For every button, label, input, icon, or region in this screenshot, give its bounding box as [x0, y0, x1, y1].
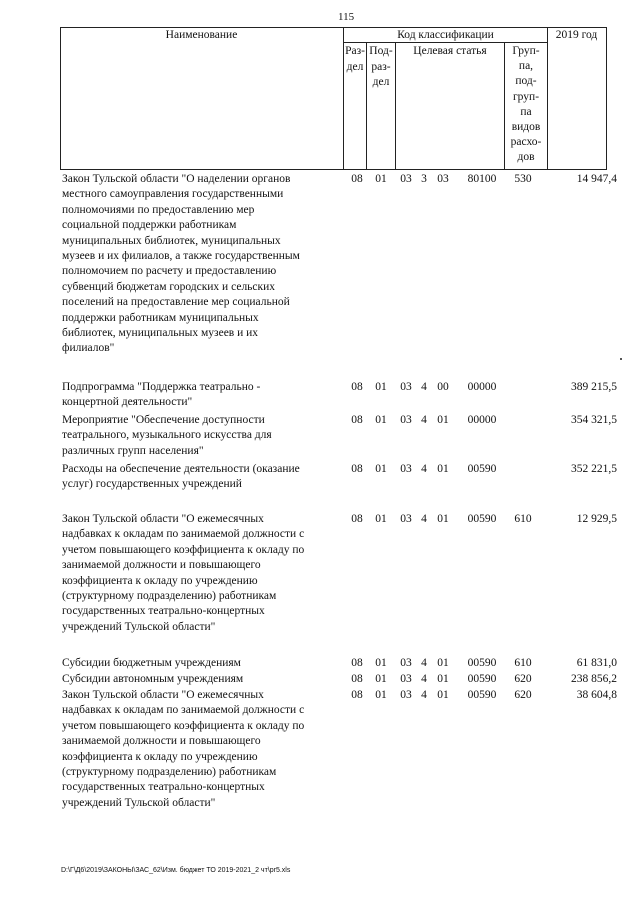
row-name-line: занимаемой должности и повышающего	[62, 559, 261, 572]
row-razdel: 08	[351, 463, 363, 475]
row-name-line: коэффициента к окладу по учреждению	[62, 574, 258, 587]
row-cs-program: 03	[400, 414, 412, 426]
row-cs-program: 03	[400, 463, 412, 475]
row-razdel: 08	[351, 689, 363, 701]
row-name-line: Закон Тульской области "О ежемесячных	[62, 513, 264, 525]
row-cs-subprogram: 4	[421, 689, 427, 701]
header-razdel	[344, 44, 366, 75]
row-cs-main-event: 01	[437, 673, 449, 685]
header-podrazdel-line: дел	[372, 76, 390, 88]
row-cs-program: 03	[400, 673, 412, 685]
row-cs-program: 03	[400, 513, 412, 525]
header-divider	[395, 43, 396, 169]
row-cs-program: 03	[400, 657, 412, 669]
row-cs-subprogram: 4	[421, 513, 427, 525]
row-name-line: поддержки работникам муниципальных	[62, 311, 259, 324]
row-razdel: 08	[351, 513, 363, 525]
header-razdel-line: Раз-	[345, 45, 365, 57]
page-number: 115	[338, 11, 355, 23]
header-gruppa-line: видов	[511, 121, 541, 134]
row-name-line: Субсидии бюджетным учреждениям	[62, 657, 241, 669]
row-razdel: 08	[351, 657, 363, 669]
row-vr: 620	[514, 689, 532, 701]
row-name	[62, 672, 342, 687]
row-cs-subprogram: 4	[421, 657, 427, 669]
row-cs-direction: 00590	[467, 463, 497, 475]
row-name-line: (структурному подразделению) работникам	[62, 590, 277, 603]
row-razdel: 08	[351, 381, 363, 393]
row-razdel: 08	[351, 173, 363, 185]
row-value: 352 221,5	[571, 463, 617, 475]
row-name-line: местного самоуправления государственными	[62, 188, 284, 201]
row-podrazdel: 01	[375, 381, 387, 393]
row-vr: 530	[514, 173, 532, 185]
row-cs-main-event: 01	[437, 657, 449, 669]
row-name	[62, 172, 342, 357]
row-name	[62, 413, 342, 459]
row-name-line: государственных театрально-концертных	[62, 605, 265, 618]
header-razdel-line: дел	[346, 60, 364, 73]
table-header	[60, 27, 607, 170]
row-cs-subprogram: 4	[421, 673, 427, 685]
row-name-line: Субсидии автономным учреждениям	[62, 673, 244, 685]
row-podrazdel: 01	[375, 173, 387, 185]
row-cs-direction: 00590	[467, 673, 497, 685]
row-vr: 610	[514, 513, 532, 525]
row-cs-main-event: 01	[437, 463, 449, 475]
header-gruppa-line: па,	[518, 60, 534, 73]
row-name-line: государственных театрально-концертных	[62, 781, 265, 794]
row-cs-program: 03	[400, 173, 412, 185]
row-value: 354 321,5	[571, 414, 617, 426]
row-name-line: учреждений Тульской области"	[62, 796, 216, 809]
row-name-line: концертной деятельности"	[62, 396, 193, 409]
row-podrazdel: 01	[375, 463, 387, 475]
row-name-line: учетом повышающего коэффициента к окладу по	[62, 543, 305, 556]
header-gruppa-line: Груп-	[512, 45, 540, 57]
row-cs-main-event: 03	[437, 173, 449, 185]
header-gruppa-line: под-	[515, 75, 537, 88]
row-name-line: полномочием по расчету и предоставлению	[62, 265, 277, 278]
row-cs-program: 03	[400, 381, 412, 393]
header-gruppa-line: дов	[517, 151, 535, 164]
row-name-line: Закон Тульской области "О ежемесячных	[62, 689, 264, 701]
row-cs-direction: 00590	[467, 513, 497, 525]
row-cs-subprogram: 3	[421, 173, 427, 185]
row-name-line: музеев и их филиалов, а также государственным	[62, 250, 300, 263]
row-cs-main-event: 01	[437, 513, 449, 525]
row-podrazdel: 01	[375, 513, 387, 525]
row-cs-main-event: 01	[437, 414, 449, 426]
row-razdel: 08	[351, 673, 363, 685]
row-name	[62, 462, 342, 493]
header-podrazdel-line: раз-	[371, 60, 391, 73]
row-name-line: субвенций бюджетам городских и сельских	[62, 280, 276, 293]
row-cs-subprogram: 4	[421, 414, 427, 426]
row-name-line: библиотек, муниципальных музеев и их	[62, 327, 259, 340]
header-podrazdel-line: Под-	[369, 45, 393, 57]
row-name-line: Подпрограмма "Поддержка театрально -	[62, 381, 261, 393]
file-path-footer: D:\Г\Д6\2019\ЗАКОНЫ\ЗАС_62\Изм. бюджет ТО 2019-2021_2 чт\pr5.xls	[61, 867, 291, 874]
header-gruppa-line: расхо-	[510, 136, 542, 149]
row-podrazdel: 01	[375, 673, 387, 685]
row-name-line: полномочиями по предоставлению мер	[62, 203, 255, 216]
row-value: 12 929,5	[576, 513, 617, 525]
row-cs-main-event: 01	[437, 689, 449, 701]
header-code: Код классификации	[397, 29, 494, 41]
header-celevaya: Целевая статья	[413, 45, 487, 57]
row-vr: 620	[514, 673, 532, 685]
row-name-line: надбавках к окладам по занимаемой должности с	[62, 704, 305, 717]
row-name-line: (структурному подразделению) работникам	[62, 766, 277, 779]
row-value: 61 831,0	[576, 657, 617, 669]
row-cs-direction: 00000	[467, 414, 497, 426]
row-name-line: учреждений Тульской области"	[62, 620, 216, 633]
row-value: 14 947,4	[576, 173, 617, 185]
header-name: Наименование	[165, 29, 238, 41]
row-name	[62, 656, 342, 671]
row-cs-main-event: 00	[437, 381, 449, 393]
row-name-line: надбавках к окладам по занимаемой должности с	[62, 528, 305, 541]
row-name	[62, 380, 342, 411]
row-name-line: театрального, музыкального искусства для	[62, 429, 272, 442]
row-vr: 610	[514, 657, 532, 669]
row-name-line: коэффициента к окладу по учреждению	[62, 750, 258, 763]
row-cs-direction: 00590	[467, 689, 497, 701]
row-name-line: социальной поддержки работникам	[62, 219, 237, 232]
row-podrazdel: 01	[375, 414, 387, 426]
row-cs-direction: 00590	[467, 657, 497, 669]
header-gruppa	[505, 44, 547, 166]
row-name	[62, 512, 342, 635]
row-name	[62, 688, 342, 811]
row-name-line: филиалов"	[62, 342, 115, 355]
row-podrazdel: 01	[375, 657, 387, 669]
row-value: 238 856,2	[571, 673, 617, 685]
row-cs-direction: 00000	[467, 381, 497, 393]
row-name-line: Мероприятие "Обеспечение доступности	[62, 414, 265, 426]
row-name-line: занимаемой должности и повышающего	[62, 735, 261, 748]
row-cs-subprogram: 4	[421, 381, 427, 393]
row-cs-subprogram: 4	[421, 463, 427, 475]
row-name-line: услуг) государственных учреждений	[62, 478, 242, 491]
header-podrazdel	[367, 44, 395, 91]
row-name-line: Расходы на обеспечение деятельности (оказание	[62, 463, 300, 475]
header-divider	[547, 27, 548, 169]
row-name-line: различных групп населения"	[62, 444, 204, 457]
header-gruppa-line: груп-	[512, 90, 540, 103]
row-name-line: поселений на предоставление мер социальной	[62, 296, 290, 309]
row-podrazdel: 01	[375, 689, 387, 701]
row-cs-program: 03	[400, 689, 412, 701]
header-year: 2019 год	[555, 29, 598, 41]
row-value: 38 604,8	[576, 689, 617, 701]
row-name-line: учетом повышающего коэффициента к окладу по	[62, 719, 305, 732]
row-name-line: Закон Тульской области "О наделении органов	[62, 173, 291, 185]
scan-speck	[620, 358, 622, 360]
row-cs-direction: 80100	[467, 173, 497, 185]
header-gruppa-line: па	[520, 105, 532, 118]
row-razdel: 08	[351, 414, 363, 426]
row-value: 389 215,5	[571, 381, 617, 393]
row-name-line: муниципальных библиотек, муниципальных	[62, 234, 281, 247]
